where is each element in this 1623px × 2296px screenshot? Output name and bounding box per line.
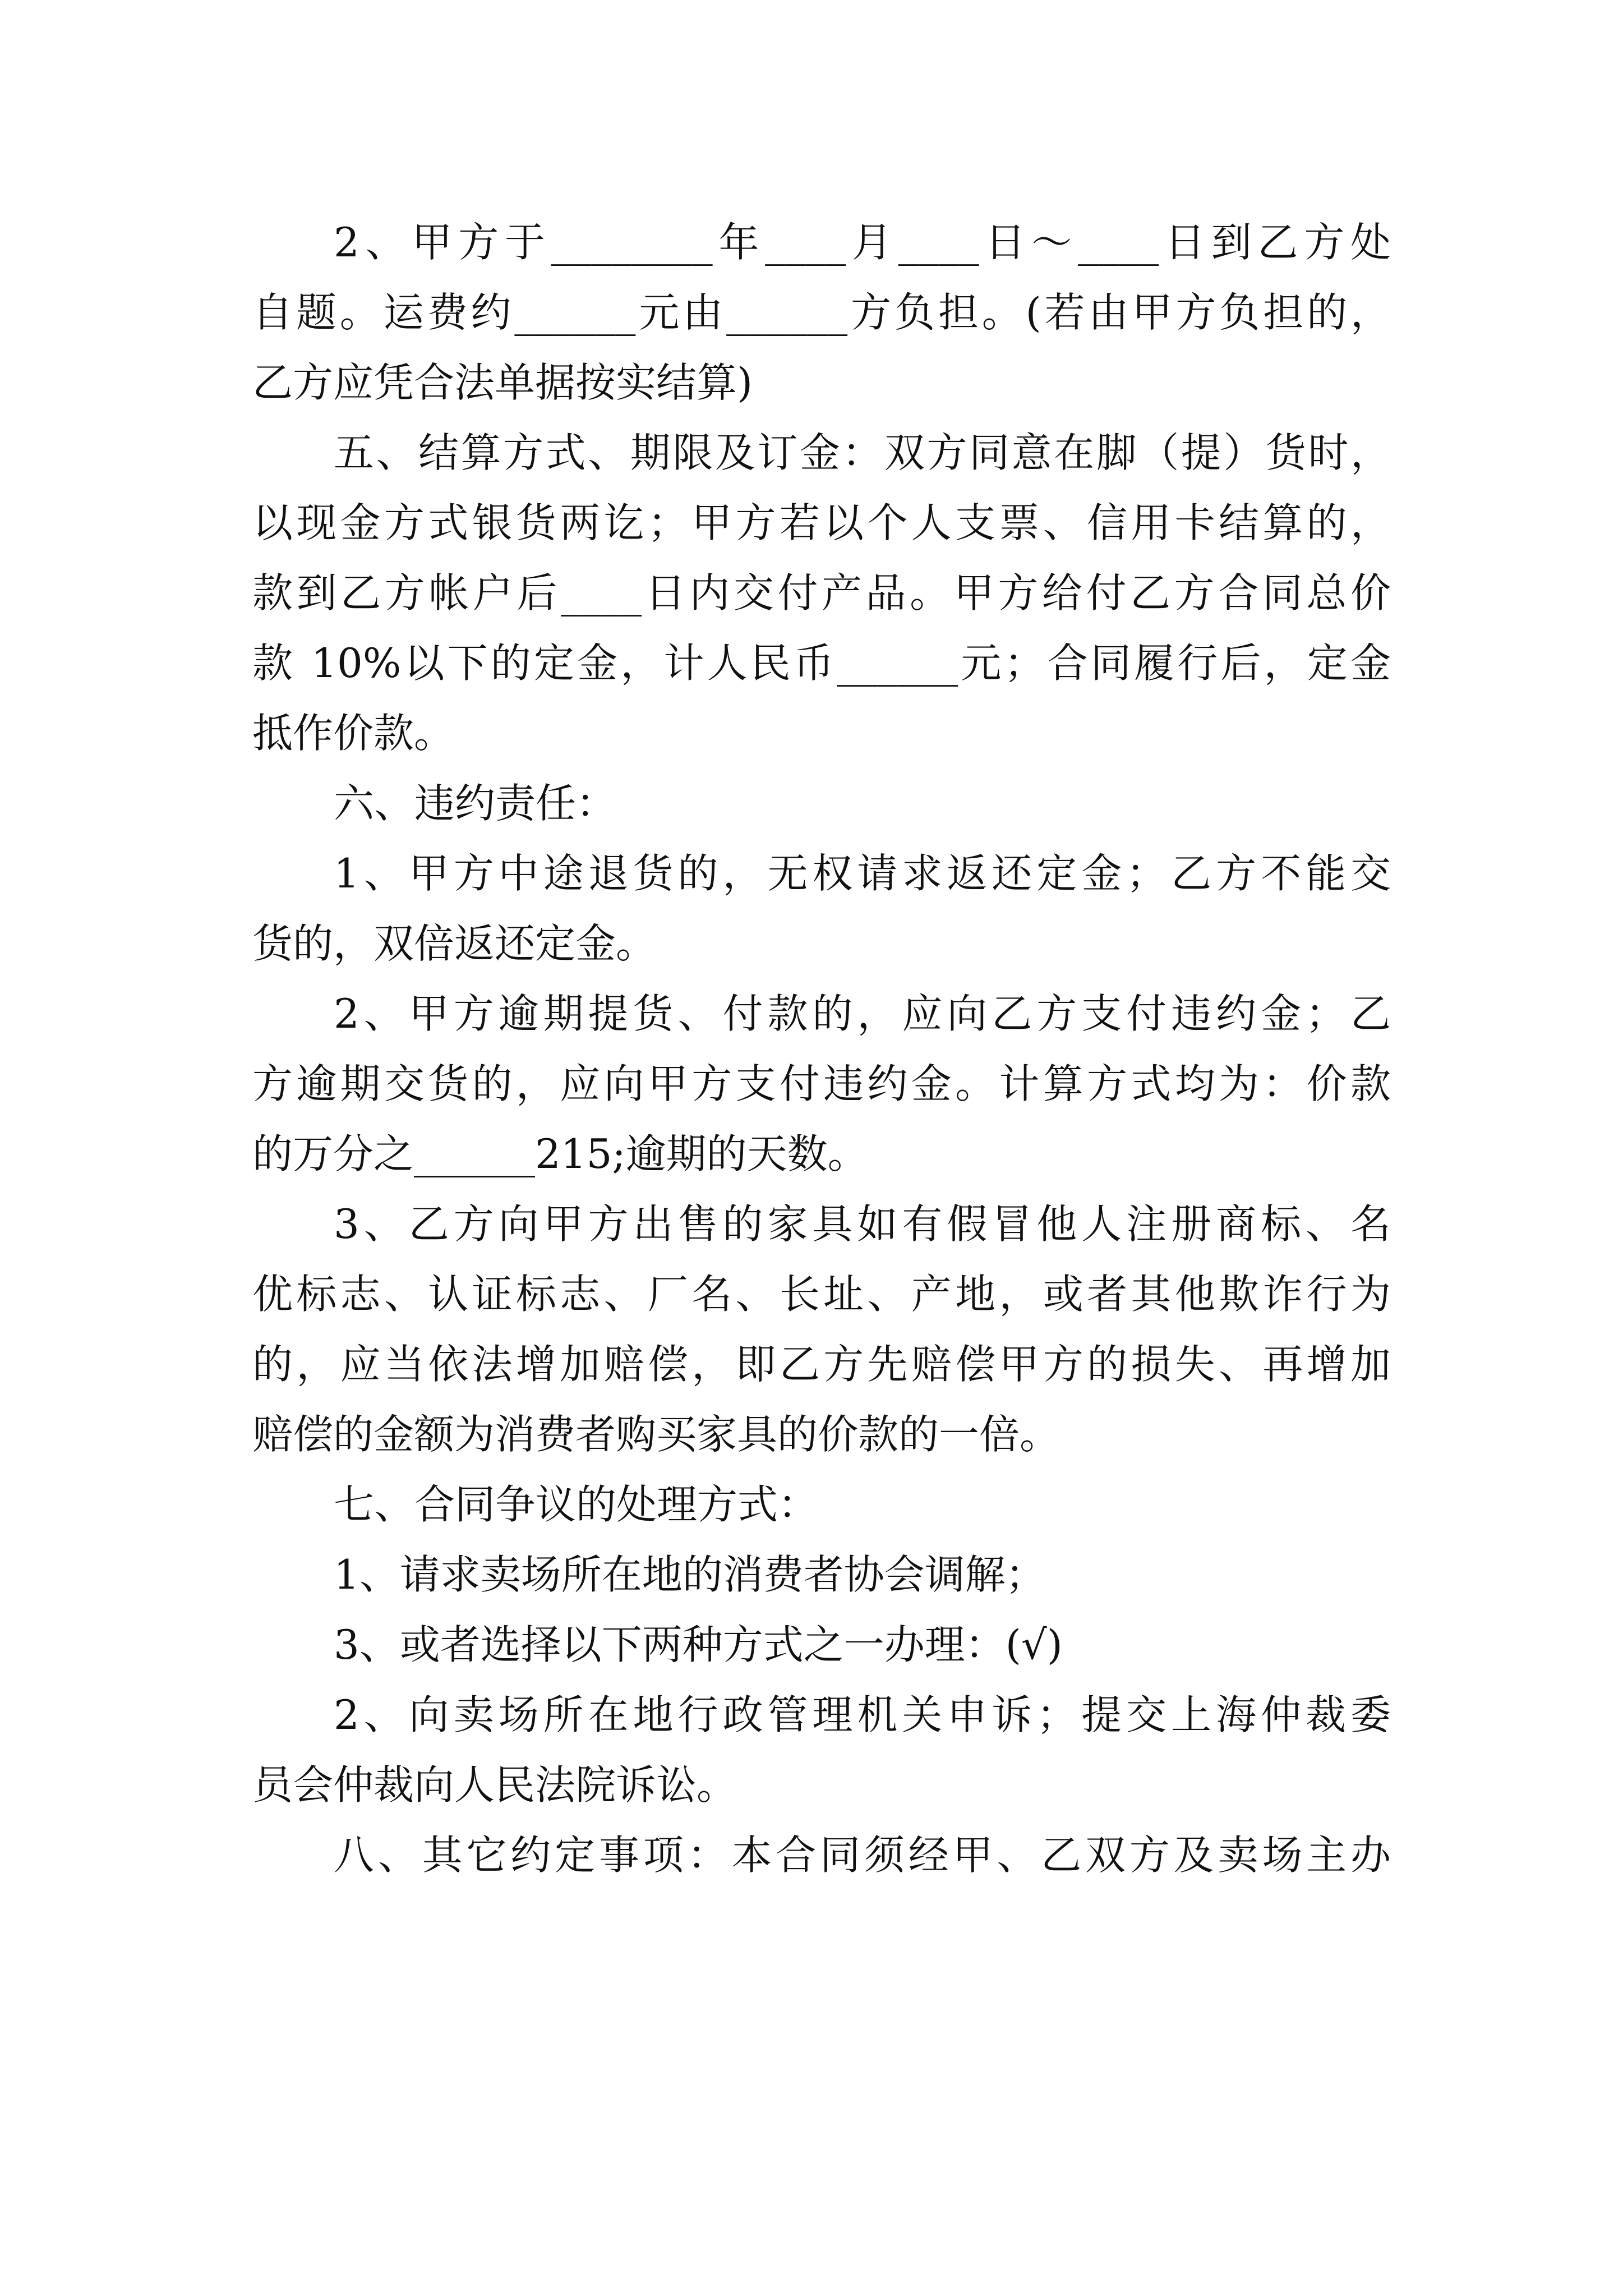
text-line: 乙方应凭合法单据按实结算): [252, 359, 753, 406]
text-line: 抵作价款。: [252, 710, 455, 757]
text-line: 2、甲方于________年____月____日～____日到乙方处: [334, 219, 1391, 266]
text-line: 自题。运费约______元由______方负担。(若由甲方负担的，: [252, 289, 1391, 336]
text-line: 1、请求卖场所在地的消费者协会调解；: [334, 1551, 1046, 1598]
text-line: 货的，双倍返还定金。: [252, 920, 657, 967]
text-line: 2、向卖场所在地行政管理机关申诉；提交上海仲裁委: [334, 1691, 1391, 1738]
contract-body: [252, 208, 1391, 1890]
text-line: 1、甲方中途退货的，无权请求返还定金；乙方不能交: [334, 850, 1391, 897]
section-heading: 六、违约责任：: [334, 780, 617, 827]
text-line: 2、甲方逾期提货、付款的，应向乙方支付违约金；乙: [334, 990, 1391, 1037]
text-line: 方逾期交货的，应向甲方支付违约金。计算方式均为：价款: [252, 1060, 1391, 1107]
section-heading: 七、合同争议的处理方式：: [334, 1481, 819, 1528]
text-line: 的，应当依法增加赔偿，即乙方先赔偿甲方的损失、再增加: [252, 1341, 1391, 1388]
text-line: 款到乙方帐户后____日内交付产品。甲方给付乙方合同总价: [252, 569, 1391, 616]
text-line: 款 10%以下的定金，计人民币______元；合同履行后，定金: [252, 639, 1391, 687]
text-line: 八、其它约定事项：本合同须经甲、乙双方及卖场主办: [334, 1832, 1391, 1879]
text-line: 优标志、认证标志、厂名、长址、产地，或者其他欺诈行为: [252, 1271, 1391, 1318]
text-line: 的万分之______215;逾期的天数。: [252, 1130, 868, 1177]
text-line: 3、乙方向甲方出售的家具如有假冒他人注册商标、名: [334, 1200, 1391, 1248]
text-line: 赔偿的金额为消费者购买家具的价款的一倍。: [252, 1411, 1061, 1458]
text-line: 以现金方式银货两讫；甲方若以个人支票、信用卡结算的，: [252, 499, 1391, 546]
text-line: 五、结算方式、期限及订金：双方同意在脚（提）货时，: [334, 429, 1391, 476]
text-line: 3、或者选择以下两种方式之一办理：(√): [334, 1621, 1063, 1668]
text-line: 员会仲裁向人民法院诉讼。: [252, 1761, 737, 1809]
